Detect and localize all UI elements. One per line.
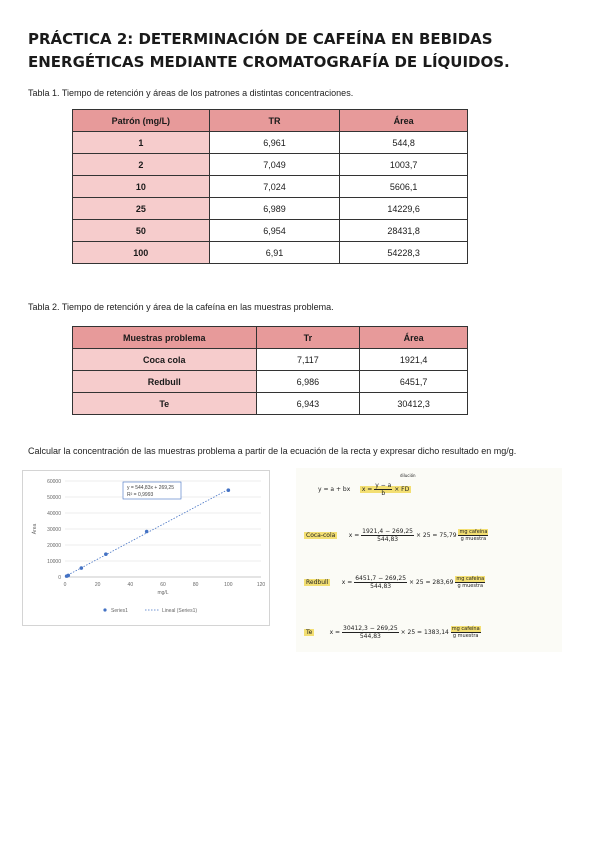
table-cell: 6,943 — [256, 393, 360, 415]
general-equation — [318, 482, 411, 497]
sample-calculation: Redbull x = $\frac{6451,7 - 269,25}{544,83}$ × 25 = 283,69 mg cafeína g muestra — [306, 575, 485, 590]
calibration-chart-svg — [23, 471, 269, 625]
table-cell: 54228,3 — [340, 242, 468, 264]
table-row — [73, 393, 468, 415]
table-cell: 1 — [73, 132, 210, 154]
table-cell: Te — [73, 393, 257, 415]
unit-denominator: g muestra — [452, 633, 479, 639]
standards-table — [72, 109, 468, 264]
handwritten-calculations — [296, 468, 562, 652]
dilution-note: dilución — [400, 473, 416, 478]
data-point — [66, 574, 70, 578]
data-point — [80, 566, 84, 570]
data-point — [145, 530, 149, 534]
table-cell: 7,024 — [209, 176, 340, 198]
sample-denominator: 544,83 — [359, 633, 381, 640]
column-header: Muestras problema — [73, 327, 257, 349]
y-tick-label: 50000 — [47, 495, 61, 501]
equation-line: y = a + bx — [318, 486, 351, 493]
x-tick-label: 40 — [127, 582, 134, 588]
equation-highlight — [360, 482, 411, 497]
table-cell: 6,961 — [209, 132, 340, 154]
sample-unit — [455, 576, 485, 589]
table-cell: 14229,6 — [340, 198, 468, 220]
table-cell: 1921,4 — [360, 349, 468, 371]
trendline-equation: y = 544,83x + 269,25 — [127, 485, 174, 491]
x-tick-label: 60 — [160, 582, 166, 588]
equation-fraction — [374, 482, 392, 497]
table-cell: 7,117 — [256, 349, 360, 371]
sample-factor: × 25 = — [415, 532, 438, 539]
sample-result: 283,69 — [432, 579, 454, 586]
sample-factor: × 25 = — [408, 579, 431, 586]
table-cell: 30412,3 — [360, 393, 468, 415]
legend-marker — [103, 608, 106, 611]
r-squared: R² = 0,9993 — [127, 492, 154, 498]
sample-fraction — [342, 625, 399, 640]
data-point — [104, 552, 108, 556]
sample-label: Redbull — [306, 579, 329, 586]
table-cell: 100 — [73, 242, 210, 264]
table-cell: 50 — [73, 220, 210, 242]
table-cell: 6451,7 — [360, 371, 468, 393]
y-tick-label: 20000 — [47, 543, 61, 549]
column-header: Patrón (mg/L) — [73, 110, 210, 132]
sample-numerator: 6451,7 − 269,25 — [355, 575, 407, 582]
sample-fraction — [361, 528, 414, 543]
samples-table — [72, 326, 468, 415]
legend-label: Series1 — [111, 608, 128, 614]
unit-denominator: g muestra — [460, 536, 487, 542]
table-row — [73, 176, 468, 198]
x-tick-label: 120 — [256, 582, 266, 588]
x-axis-label: mg/L — [157, 590, 169, 596]
table-cell: 25 — [73, 198, 210, 220]
y-tick-label: 0 — [58, 575, 61, 581]
table-row — [73, 220, 468, 242]
y-tick-label: 30000 — [47, 527, 61, 533]
y-tick-label: 10000 — [47, 559, 61, 565]
column-header: Área — [340, 110, 468, 132]
table-row — [73, 154, 468, 176]
table-row — [73, 198, 468, 220]
sample-denominator: 544,83 — [377, 536, 399, 543]
table-header-row — [73, 110, 468, 132]
x-tick-label: 0 — [63, 582, 67, 588]
sample-fraction — [354, 575, 407, 590]
table-cell: 544,8 — [340, 132, 468, 154]
equation-x: x = — [361, 486, 373, 493]
table-cell: 6,989 — [209, 198, 340, 220]
column-header: TR — [209, 110, 340, 132]
sample-label: Te — [306, 629, 313, 636]
sample-calculation: Te x = $\frac{30412,3 - 269,25}{544,83}$ × 25 = 1383,14 mg cafeína g muestra — [306, 625, 480, 640]
unit-numerator: mg cafeína — [451, 626, 480, 632]
unit-numerator: mg cafeína — [459, 529, 488, 535]
table-cell: 6,91 — [209, 242, 340, 264]
table-cell: 28431,8 — [340, 220, 468, 242]
table-cell: 5606,1 — [340, 176, 468, 198]
sample-factor: × 25 = — [400, 629, 423, 636]
sample-label: Coca-cola — [306, 532, 336, 539]
table-row — [73, 349, 468, 371]
calibration-chart — [22, 470, 270, 626]
table-row — [73, 371, 468, 393]
equation-tail: × FD — [394, 486, 410, 493]
column-header: Área — [360, 327, 468, 349]
y-tick-label: 60000 — [47, 479, 61, 485]
instruction-text: Calcular la concentración de las muestras problema a partir de la ecuación de la recta y expresar dicho resultado en mg/g. — [28, 446, 517, 456]
y-axis-label: Área — [32, 523, 38, 535]
sample-numerator: 30412,3 − 269,25 — [343, 625, 398, 632]
sample-result: 75,79 — [439, 532, 457, 539]
sample-unit — [451, 626, 481, 639]
unit-denominator: g muestra — [457, 583, 484, 589]
table-row — [73, 132, 468, 154]
sample-numerator: 1921,4 − 269,25 — [362, 528, 414, 535]
sample-unit — [458, 529, 488, 542]
table-cell: 6,986 — [256, 371, 360, 393]
table1-caption: Tabla 1. Tiempo de retención y áreas de los patrones a distintas concentraciones. — [28, 88, 354, 98]
unit-numerator: mg cafeína — [456, 576, 485, 582]
table-row — [73, 242, 468, 264]
equation-numerator: y − a — [375, 482, 392, 489]
table-cell: 10 — [73, 176, 210, 198]
column-header: Tr — [256, 327, 360, 349]
x-tick-label: 20 — [94, 582, 101, 588]
table-cell: Redbull — [73, 371, 257, 393]
table-cell: 2 — [73, 154, 210, 176]
table-cell: 7,049 — [209, 154, 340, 176]
table-header-row — [73, 327, 468, 349]
sample-denominator: 544,83 — [370, 583, 392, 590]
table-cell: 1003,7 — [340, 154, 468, 176]
table-cell: 6,954 — [209, 220, 340, 242]
table2-caption: Tabla 2. Tiempo de retención y área de la cafeína en las muestras problema. — [28, 302, 334, 312]
data-point — [227, 488, 231, 492]
sample-result: 1383,14 — [424, 629, 449, 636]
y-tick-label: 40000 — [47, 511, 61, 517]
page-title: PRÁCTICA 2: DETERMINACIÓN DE CAFEÍNA EN BEBIDAS ENERGÉTICAS MEDIANTE CROMATOGRAFÍA DE LÍQUIDOS. — [28, 30, 510, 71]
sample-calculation: Coca-cola x = $\frac{1921,4 - 269,25}{544,83}$ × 25 = 75,79 mg cafeína g muestra — [306, 528, 488, 543]
x-tick-label: 100 — [224, 582, 233, 588]
equation-denominator: b — [381, 490, 386, 497]
x-tick-label: 80 — [192, 582, 199, 588]
table-cell: Coca cola — [73, 349, 257, 371]
legend-label: Lineal (Series1) — [162, 608, 198, 614]
